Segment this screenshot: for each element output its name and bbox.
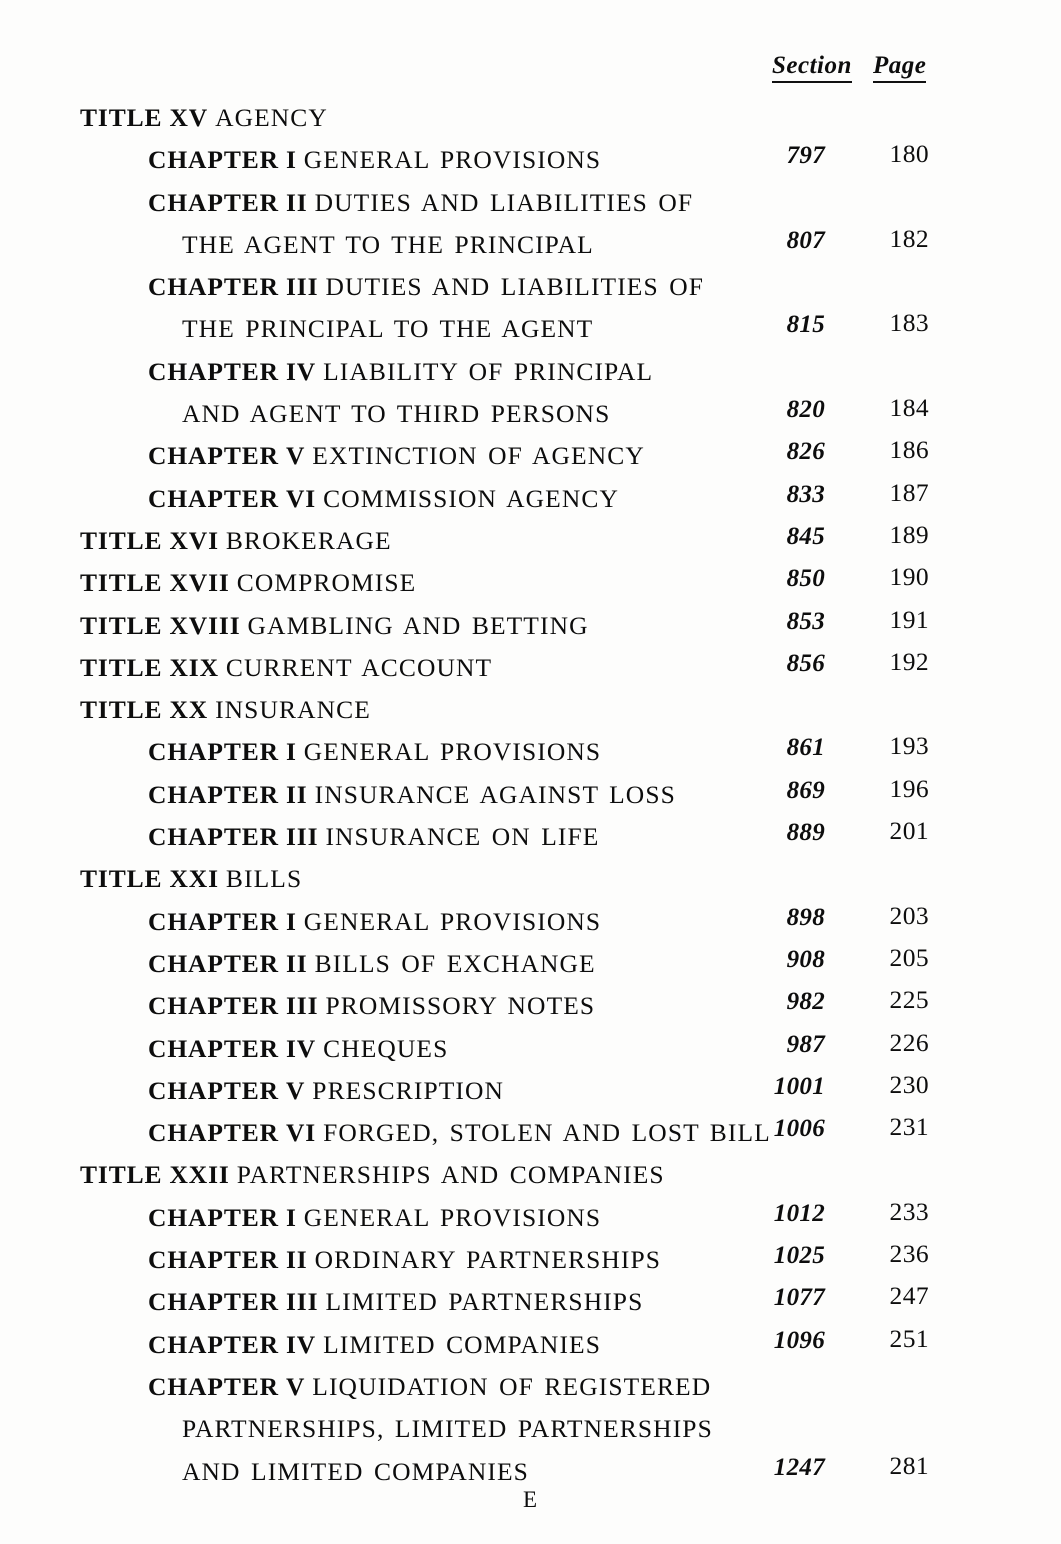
toc-entry-keyword: CHAPTER [148,1329,279,1359]
page-number: 182 [889,223,929,253]
toc-entry-keyword: TITLE [80,864,163,894]
toc-entry-numeral: III [285,991,319,1021]
toc-entry-label[interactable] [148,949,596,979]
toc-entry-label[interactable] [148,1203,601,1233]
page-number: 203 [889,900,929,930]
section-number: 1096 [773,1326,825,1354]
toc-entry-numeral: I [285,906,297,936]
page-number: 184 [889,393,929,423]
toc-entry-numeral: IV [285,1033,317,1063]
toc-entry-numeral: I [285,145,297,175]
table-of-contents-list [0,103,1061,1499]
toc-entry-keyword: TITLE [80,568,163,598]
page-number: 226 [889,1027,929,1057]
section-number: 807 [786,226,825,254]
page-number: 251 [889,1323,929,1353]
toc-entry-title: PARTNERSHIPS, LIMITED PARTNERSHIPS [182,1414,713,1444]
toc-entry-title: FORGED, STOLEN AND LOST BILL [323,1118,771,1148]
section-column-header: Section [772,52,852,83]
toc-entry-keyword: TITLE [80,610,163,640]
toc-entry-title: AGENCY [215,103,328,132]
section-number: 815 [786,311,825,339]
toc-entry-title: PROMISSORY NOTES [325,991,596,1021]
toc-entry-label[interactable] [182,1414,713,1444]
toc-entry-keyword: CHAPTER [148,1033,279,1063]
toc-entry-numeral: V [285,441,306,471]
page-number: 190 [889,562,929,592]
section-number: 898 [786,903,825,931]
toc-entry-keyword: CHAPTER [148,1075,279,1105]
page-number: 201 [889,816,929,846]
toc-entry-title: INSURANCE [215,695,371,725]
section-number: 861 [786,734,825,762]
toc-entry-label[interactable] [80,526,392,556]
toc-entry-numeral: XX [169,695,209,725]
toc-entry-keyword: CHAPTER [148,1371,279,1401]
toc-entry-numeral: III [285,272,319,302]
page-number: 205 [889,942,929,972]
page-number: 183 [889,308,929,338]
toc-entry-keyword: CHAPTER [148,779,279,809]
toc-entry-numeral: IV [285,1329,317,1359]
page-number: 233 [889,1196,929,1226]
toc-entry-keyword: TITLE [80,103,163,132]
toc-entry-label[interactable] [148,1034,448,1064]
page-number: 231 [889,1112,929,1142]
toc-entry-label[interactable] [148,272,704,302]
section-number: 1012 [773,1199,825,1227]
section-number: 889 [786,819,825,847]
toc-row [0,139,1061,187]
toc-entry-numeral: XIX [169,652,219,682]
toc-entry-label[interactable] [148,991,595,1021]
toc-entry-title: ORDINARY PARTNERSHIPS [314,1245,662,1275]
page-number: 186 [889,435,929,465]
section-number: 869 [786,776,825,804]
toc-entry-title: DUTIES AND LIABILITIES OF [314,187,694,217]
section-number: 797 [786,142,825,170]
toc-entry-keyword: TITLE [80,525,163,555]
footer-signature-mark: E [522,1487,539,1512]
toc-entry-numeral: IV [285,356,317,386]
page-number: 192 [889,646,929,676]
toc-entry-title: DUTIES AND LIABILITIES OF [325,272,705,302]
toc-entry-title: INSURANCE AGAINST LOSS [314,779,676,809]
toc-entry-title: AND LIMITED COMPANIES [182,1456,529,1486]
toc-entry-label[interactable] [148,780,676,810]
toc-entry-title: LIABILITY OF PRINCIPAL [323,356,654,386]
toc-entry-numeral: XVIII [169,610,241,640]
page-number: 247 [889,1281,929,1311]
toc-entry-numeral: XV [169,103,209,132]
page-number: 191 [889,604,929,634]
toc-entry-title: BILLS OF EXCHANGE [314,948,596,978]
page-number: 187 [889,477,929,507]
toc-entry-label[interactable] [80,568,416,598]
toc-entry-keyword: CHAPTER [148,1202,279,1232]
toc-entry-label[interactable] [182,230,594,260]
toc-entry-keyword: CHAPTER [148,737,279,767]
toc-entry-label[interactable] [80,653,492,683]
toc-entry-label[interactable] [148,822,599,852]
toc-entry-numeral: XVI [169,525,219,555]
toc-entry-label[interactable] [80,1160,665,1190]
toc-entry-label[interactable] [148,357,653,387]
section-number: 820 [786,396,825,424]
toc-entry-label[interactable] [148,1076,504,1106]
toc-entry-title: GENERAL PROVISIONS [303,737,602,767]
toc-entry-label[interactable] [148,1372,711,1402]
toc-entry-keyword: CHAPTER [148,1245,279,1275]
toc-entry-keyword: CHAPTER [148,1287,279,1317]
toc-row [0,223,1061,272]
toc-entry-label[interactable] [182,1457,529,1487]
toc-entry-numeral: II [285,187,308,217]
toc-entry-numeral: II [285,779,308,809]
toc-entry-title: THE AGENT TO THE PRINCIPAL [182,229,594,259]
section-number: 845 [786,522,825,550]
section-number: 833 [786,480,825,508]
section-number: 908 [786,945,825,973]
toc-entry-label[interactable] [80,864,302,894]
toc-entry-numeral: II [285,1245,308,1275]
toc-entry-title: AND AGENT TO THIRD PERSONS [182,399,611,429]
page-number: 180 [889,139,929,169]
toc-entry-label[interactable] [148,907,601,937]
section-number: 853 [786,607,825,635]
page-number: 281 [889,1450,929,1480]
toc-entry-keyword: CHAPTER [148,1118,279,1148]
section-number: 1025 [773,1242,825,1270]
toc-entry-numeral: V [285,1075,306,1105]
section-number: 826 [786,438,825,466]
toc-entry-label[interactable] [80,611,589,641]
toc-entry-label[interactable] [148,1245,661,1275]
section-number: 1077 [773,1284,825,1312]
toc-entry-label[interactable] [148,1287,643,1317]
toc-entry-title: BILLS [225,864,303,894]
toc-entry-title: PARTNERSHIPS AND COMPANIES [236,1160,665,1190]
toc-row [0,1323,1061,1372]
section-number: 1001 [773,1072,825,1100]
toc-entry-label[interactable] [182,399,610,429]
toc-entry-label[interactable] [80,695,371,725]
toc-entry-title: GENERAL PROVISIONS [303,906,602,936]
toc-entry-label[interactable] [148,737,601,767]
toc-entry-numeral: VI [285,1118,317,1148]
toc-entry-label[interactable] [148,1118,771,1148]
toc-entry-label[interactable] [182,314,593,344]
toc-row [0,646,1061,695]
toc-row [0,1372,1061,1414]
toc-entry-title: GAMBLING AND BETTING [247,610,589,640]
toc-entry-numeral: XVII [169,568,230,598]
toc-entry-keyword: TITLE [80,695,163,725]
toc-entry-title: LIQUIDATION OF REGISTERED [312,1371,712,1401]
toc-entry-numeral: XXII [169,1160,230,1190]
toc-entry-keyword: CHAPTER [148,991,279,1021]
toc-entry-numeral: II [285,948,308,978]
page-number: 225 [889,985,929,1015]
column-headers [0,52,1061,92]
toc-entry-title: GENERAL PROVISIONS [303,145,602,175]
toc-entry-label[interactable] [148,188,693,218]
toc-entry-numeral: XXI [169,864,219,894]
section-number: 856 [786,649,825,677]
toc-entry-title: COMPROMISE [236,568,417,598]
toc-entry-keyword: CHAPTER [148,272,279,302]
toc-entry-label[interactable] [148,145,601,175]
toc-entry-keyword: TITLE [80,1160,163,1190]
toc-entry-keyword: CHAPTER [148,948,279,978]
toc-row [0,816,1061,864]
toc-entry-title: COMMISSION AGENCY [323,483,619,513]
toc-entry-title: CHEQUES [323,1033,449,1063]
toc-entry-keyword: CHAPTER [148,441,279,471]
toc-entry-keyword: CHAPTER [148,145,279,175]
toc-entry-title: GENERAL PROVISIONS [303,1202,602,1232]
toc-entry-numeral: VI [285,483,317,513]
toc-entry-numeral: III [285,822,319,852]
toc-entry-numeral: I [285,737,297,767]
toc-entry-keyword: CHAPTER [148,822,279,852]
section-number: 850 [786,565,825,593]
toc-entry-numeral: V [285,1371,306,1401]
section-number: 982 [786,988,825,1016]
page-number: 189 [889,519,929,549]
toc-entry-numeral: I [285,1202,297,1232]
section-number: 1006 [773,1115,825,1143]
toc-entry-label[interactable] [148,1330,601,1360]
section-number: 1247 [773,1453,825,1481]
page-number: 236 [889,1239,929,1269]
toc-entry-numeral: III [285,1287,319,1317]
toc-entry-keyword: CHAPTER [148,356,279,386]
toc-entry-title: LIMITED PARTNERSHIPS [325,1287,644,1317]
page-column-header: Page [873,52,926,83]
toc-row [0,1112,1061,1160]
toc-entry-keyword: CHAPTER [148,906,279,936]
section-number: 987 [786,1030,825,1058]
toc-entry-label[interactable] [80,103,328,133]
toc-entry-title: THE PRINCIPAL TO THE AGENT [182,314,594,344]
toc-row [0,308,1061,356]
toc-entry-title: PRESCRIPTION [312,1075,505,1105]
toc-entry-keyword: CHAPTER [148,187,279,217]
page-number: 230 [889,1069,929,1099]
toc-entry-title: CURRENT ACCOUNT [225,652,493,682]
toc-entry-label[interactable] [148,441,645,471]
toc-entry-title: EXTINCTION OF AGENCY [312,441,645,471]
toc-entry-label[interactable] [148,484,619,514]
toc-entry-title: INSURANCE ON LIFE [325,822,600,852]
toc-entry-title: LIMITED COMPANIES [323,1329,601,1359]
toc-entry-title: BROKERAGE [225,525,392,555]
toc-entry-keyword: TITLE [80,652,163,682]
toc-entry-keyword: CHAPTER [148,483,279,513]
page-number: 196 [889,773,929,803]
page-number: 193 [889,731,929,761]
